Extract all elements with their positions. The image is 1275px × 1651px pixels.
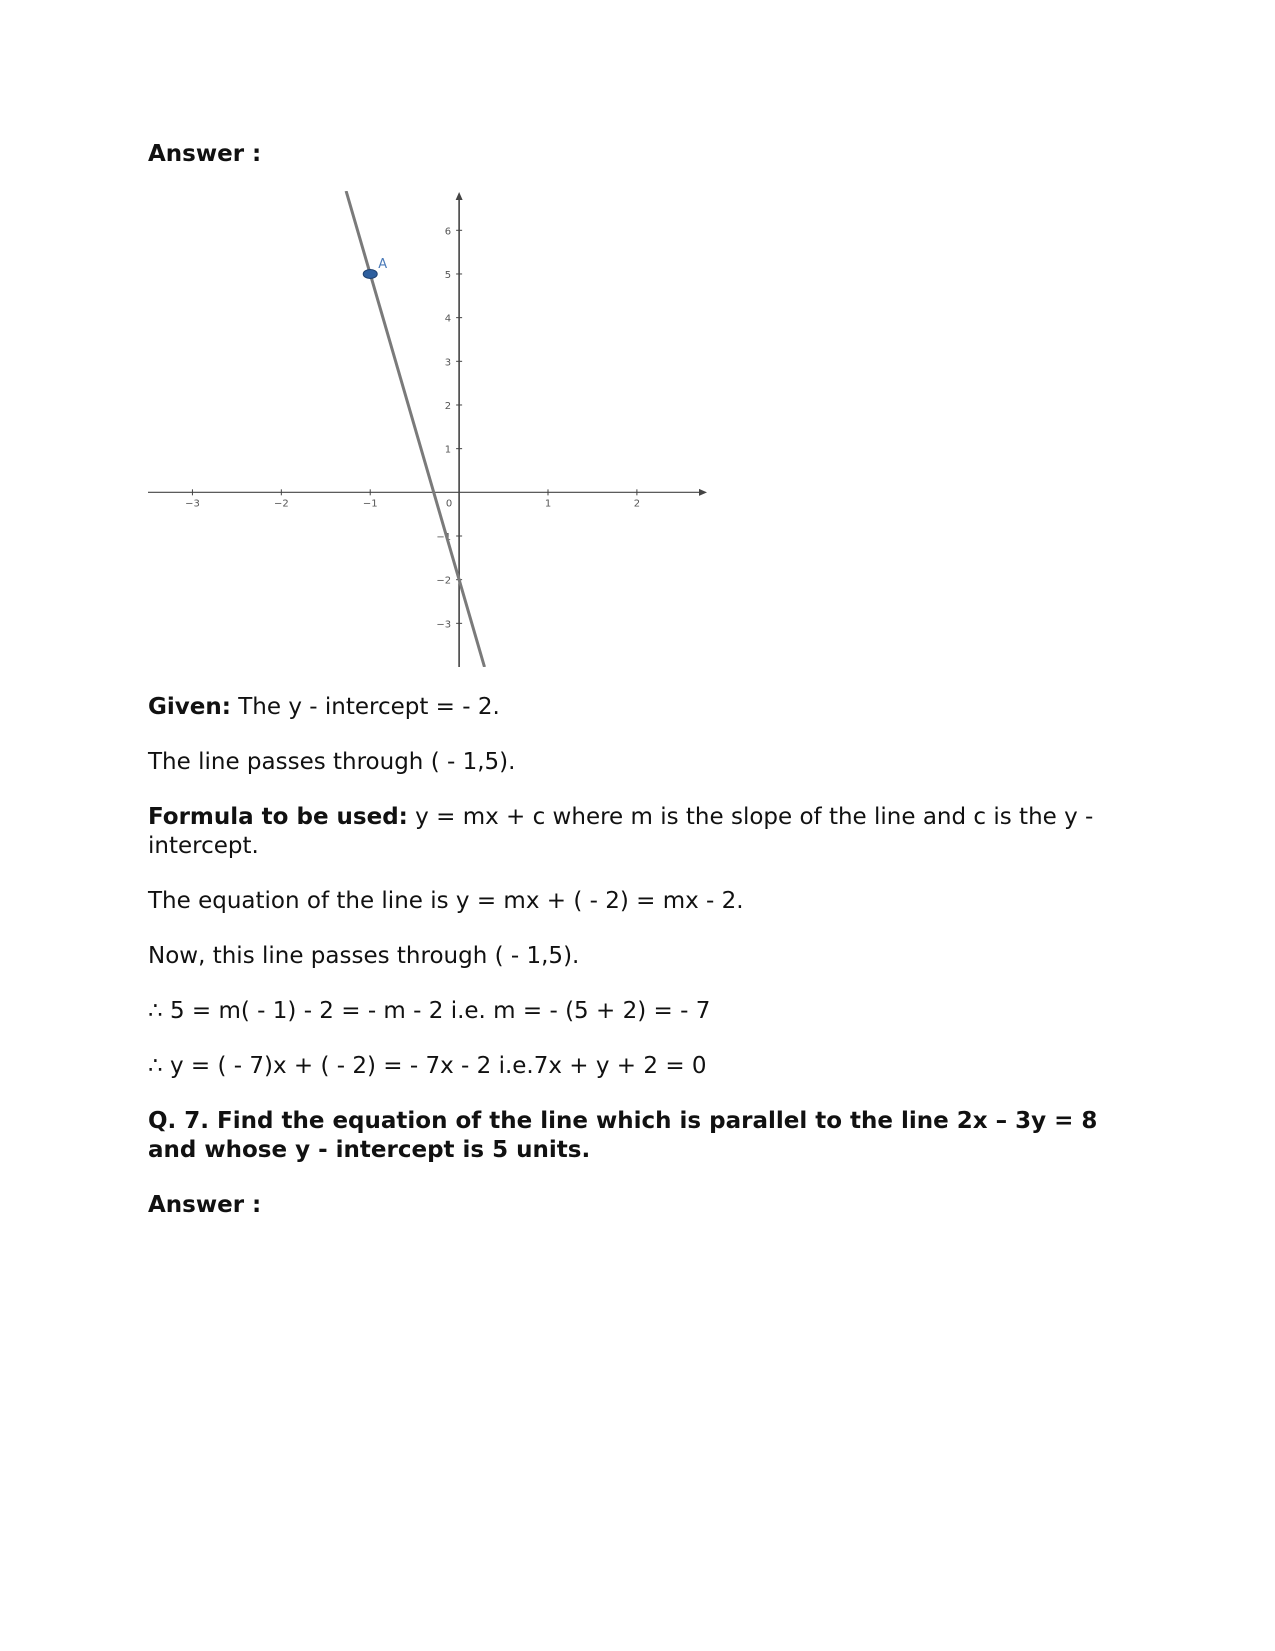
- question-7: Q. 7. Find the equation of the line which is parallel to the line 2x – 3y = 8 and whose y - intercept is 5 units.: [148, 1108, 1098, 1163]
- given-line: [148, 693, 1108, 722]
- x-tick-label: 1: [544, 498, 552, 510]
- y-axis-arrow: [456, 192, 463, 200]
- x-tick-label: 2: [633, 498, 641, 510]
- given-text: The y - intercept = - 2.: [230, 694, 500, 720]
- y-tick-label: −2: [436, 575, 452, 587]
- given-label: Given:: [148, 694, 231, 720]
- y-tick-label: 3: [444, 357, 452, 369]
- point-marker: [363, 269, 377, 278]
- now-line: Now, this line passes through ( - 1,5).: [148, 943, 580, 969]
- answer-heading-2: Answer :: [148, 1192, 262, 1218]
- y-tick-label: −1: [436, 531, 452, 543]
- y-tick-label: 2: [444, 400, 452, 412]
- y-tick-label: 5: [444, 269, 452, 281]
- y-tick-label: 4: [444, 313, 452, 325]
- y-tick-label: −3: [436, 619, 452, 631]
- x-tick-label: −1: [362, 498, 378, 510]
- formula-line: [148, 803, 1108, 861]
- y-tick-label: 6: [444, 226, 452, 238]
- step-equation: ∴ y = ( - 7)x + ( - 2) = - 7x - 2 i.e.7x + y + 2 = 0: [148, 1053, 707, 1079]
- graph-line: [346, 191, 484, 667]
- x-tick-label: −3: [185, 498, 200, 510]
- answer-heading: Answer :: [148, 141, 262, 167]
- line-graph: [148, 191, 708, 667]
- x-axis-arrow: [699, 489, 707, 496]
- document-page: [148, 140, 1108, 1220]
- formula-text: y = mx + c where m is the slope of the line and c is the y - intercept.: [148, 804, 1094, 859]
- y-tick-label: 1: [444, 444, 452, 456]
- point-label: A: [378, 256, 388, 272]
- passes-through-line: The line passes through ( - 1,5).: [148, 749, 516, 775]
- x-tick-label: −2: [273, 498, 289, 510]
- step-slope: ∴ 5 = m( - 1) - 2 = - m - 2 i.e. m = - (5 + 2) = - 7: [148, 998, 711, 1024]
- equation-line: The equation of the line is y = mx + ( - 2) = mx - 2.: [148, 888, 744, 914]
- formula-label: Formula to be used:: [148, 804, 408, 830]
- x-tick-label: 0: [445, 498, 453, 510]
